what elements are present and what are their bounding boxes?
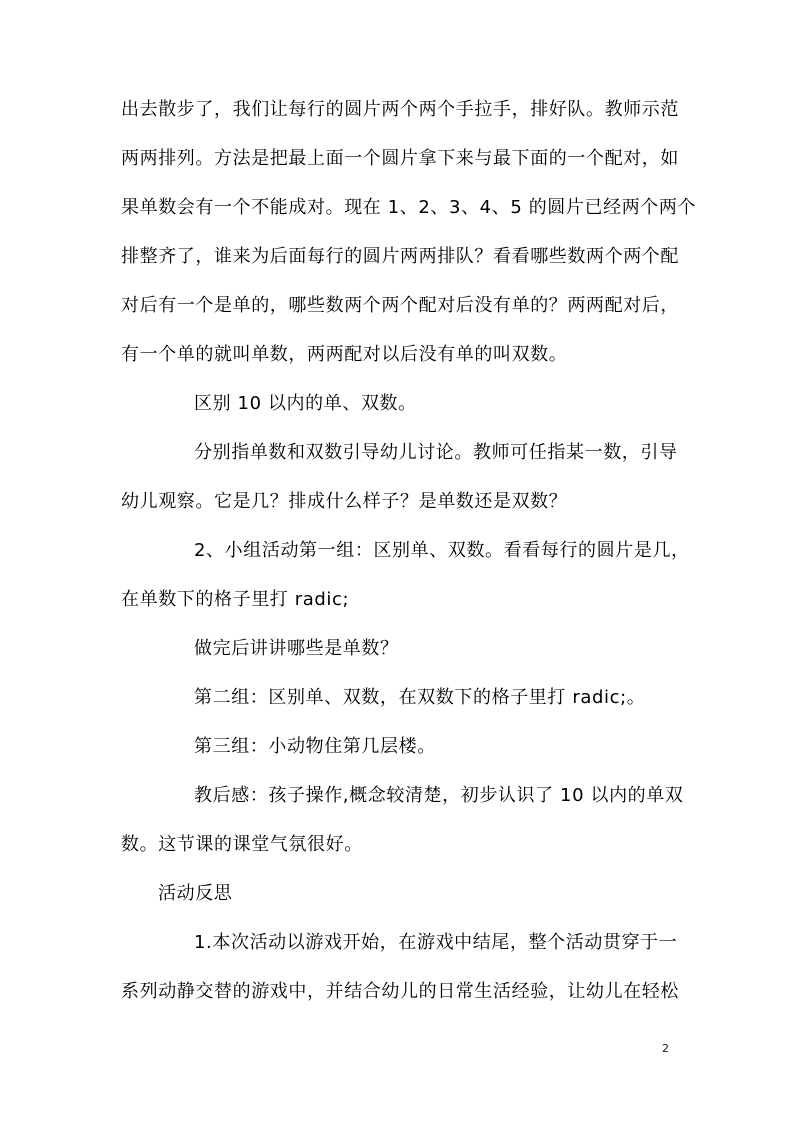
paragraph-line: 系列动静交替的游戏中，并结合幼儿的日常生活经验，让幼儿在轻松 [121,981,679,1002]
section-heading: 活动反思 [158,883,233,904]
paragraph-line: 在单数下的格子里打 radic; [121,589,350,610]
paragraph-line: 有一个单的就叫单数，两两配对以后没有单的叫双数。 [121,344,568,365]
paragraph-line: 果单数会有一个不能成对。现在 1、2、3、4、5 的圆片已经两个两个 [121,197,697,218]
paragraph-line: 数。这节课的课堂气氛很好。 [121,834,363,855]
paragraph-line: 教后感：孩子操作,概念较清楚，初步认识了 10 以内的单双 [194,785,684,806]
paragraph-line: 排整齐了，谁来为后面每行的圆片两两排队？看看哪些数两个两个配 [121,246,679,267]
paragraph-line: 第三组：小动物住第几层楼。 [194,736,436,757]
paragraph-line: 2、小组活动第一组：区别单、双数。看看每行的圆片是几， [194,540,690,561]
paragraph-line: 出去散步了，我们让每行的圆片两个两个手拉手，排好队。教师示范 [121,99,679,120]
paragraph-line: 做完后讲讲哪些是单数？ [194,638,399,659]
paragraph-line: 分别指单数和双数引导幼儿讨论。教师可任指某一数，引导 [194,442,678,463]
paragraph-line: 第二组：区别单、双数，在双数下的格子里打 radic;。 [194,687,646,708]
paragraph-line: 1.本次活动以游戏开始，在游戏中结尾，整个活动贯穿于一 [194,932,678,953]
page-number: 2 [662,1042,669,1055]
paragraph-line: 幼儿观察。它是几？排成什么样子？是单数还是双数？ [121,491,568,512]
paragraph-line: 对后有一个是单的，哪些数两个两个配对后没有单的？两两配对后， [121,295,679,316]
paragraph-line: 两两排列。方法是把最上面一个圆片拿下来与最下面的一个配对，如 [121,148,679,169]
paragraph-line: 区别 10 以内的单、双数。 [194,393,417,414]
